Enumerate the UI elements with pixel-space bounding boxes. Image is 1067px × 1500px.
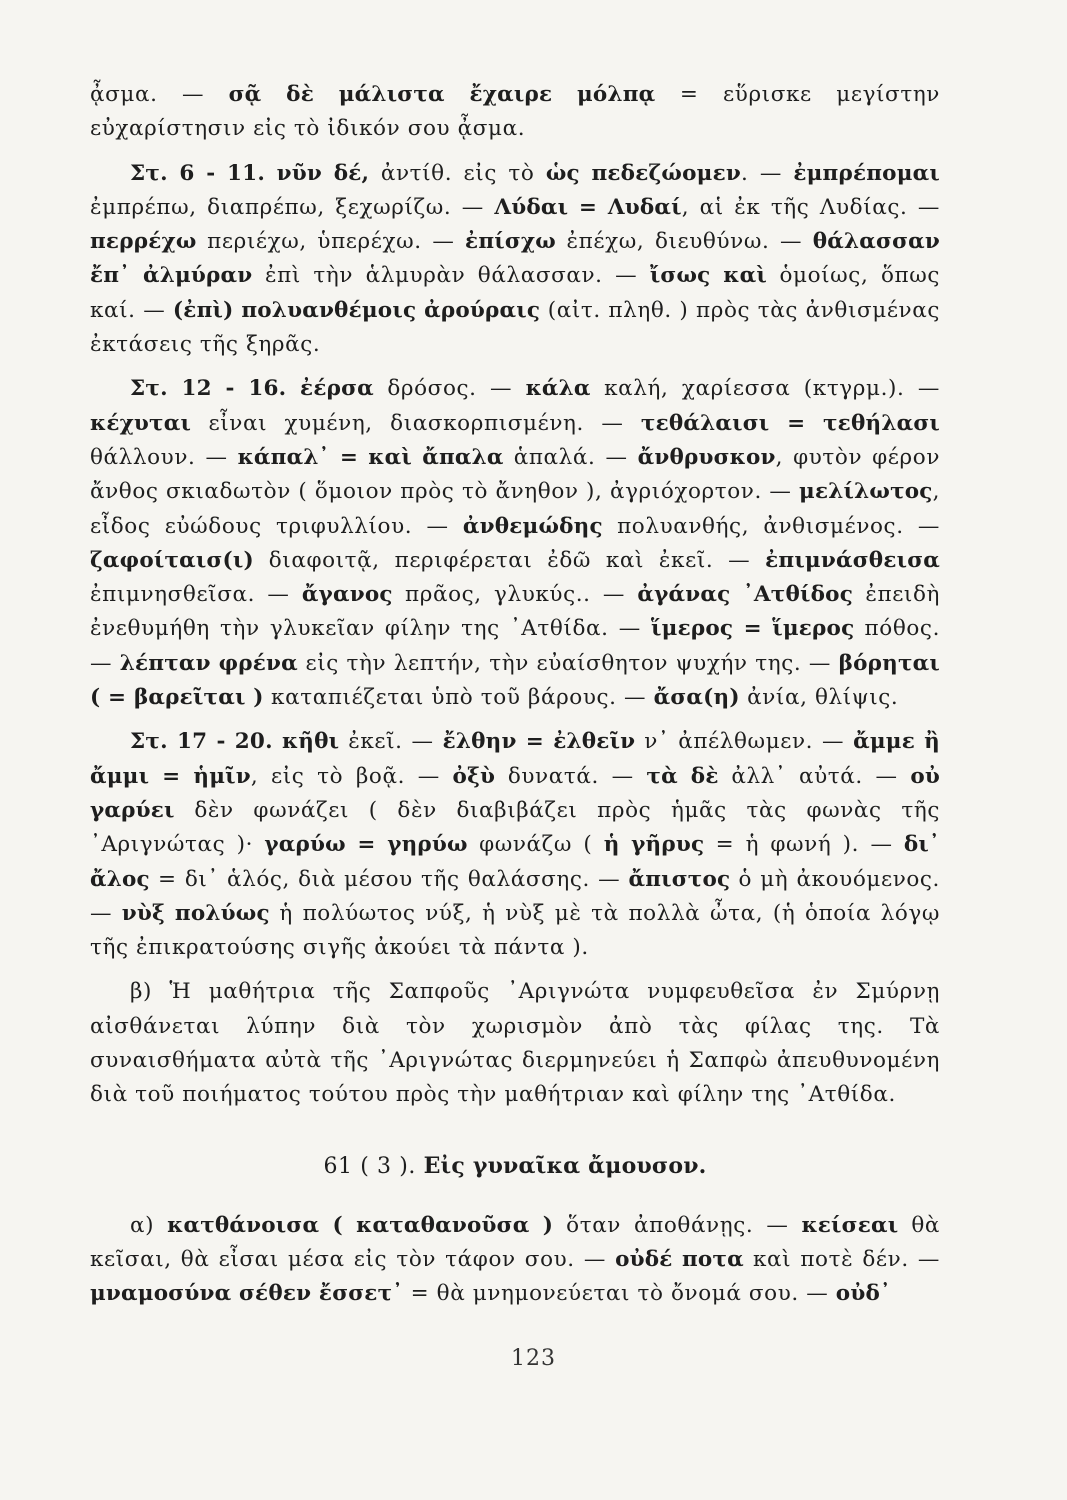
lemma-term: Στ. 6 - 11. νῦν δέ, xyxy=(130,160,381,186)
gloss-text: ἐπειδὴ ἐνεθυμήθη τὴν γλυκεῖαν φίλην της ᾿Ατθίδα. — xyxy=(90,582,940,642)
gloss-text: καὶ ποτὲ δέν. — xyxy=(743,1246,940,1272)
lemma-term: (ἐπὶ) πολυανθέμοις ἀρούραις xyxy=(172,297,541,323)
lemma-term: ἄσα(η) xyxy=(653,685,740,711)
paragraph xyxy=(90,1209,940,1312)
lemma-term: οὐδέ ποτα xyxy=(615,1246,744,1272)
lemma-term: ἵμερος = ἵμερος xyxy=(651,616,855,642)
lemma-term: ἀγάνας ᾿Ατθίδος xyxy=(637,582,853,608)
gloss-text: πρᾶος, γλυκύς.. — xyxy=(392,582,638,608)
lemma-term: ἄγανος xyxy=(301,582,393,608)
lemma-term: κατθάνοισα ( καταθανοῦσα ) xyxy=(167,1212,554,1238)
gloss-text: δὲν φωνάζει ( δὲν διαβιβάζει πρὸς ἡμᾶς τὰς φωνὰς τῆς ᾿Αριγνώτας )· xyxy=(90,797,940,858)
gloss-text: εἶναι χυμένη, διασκορπισμένη. — xyxy=(191,410,641,436)
lemma-term: ἄνθρυσκον xyxy=(637,444,776,470)
gloss-text: ὅταν ἀποθάνῃς. — xyxy=(553,1212,802,1238)
lemma-term: τὰ δὲ xyxy=(646,763,719,789)
gloss-text: ν᾽ ἀπέλθωμεν. — xyxy=(635,729,854,755)
gloss-text: ὁ μὴ ἀκουόμενος. — xyxy=(90,866,940,926)
paragraph xyxy=(90,78,940,147)
lemma-term: κέχυται xyxy=(90,410,192,436)
gloss-text: ἀλλ᾽ αὐτά. — xyxy=(718,763,911,789)
section-text xyxy=(90,1209,940,1312)
lemma-term: Στ. 12 - 16. ἐέρσα xyxy=(130,376,374,402)
gloss-text: . — xyxy=(740,160,794,186)
section-number: 61 ( 3 ). xyxy=(323,1153,416,1179)
gloss-text: εἰς τὴν λεπτήν, τὴν εὐαίσθητον ψυχήν της. — xyxy=(297,650,839,676)
lemma-term: γαρύω = γηρύω xyxy=(264,832,468,858)
gloss-text: = θὰ μνημονεύεται τὸ ὄνομά σου. — xyxy=(403,1281,836,1307)
lemma-term: θάλασσαν ἔπ᾽ ἀλμύραν xyxy=(90,229,940,289)
lemma-term: ζαφοίταισ(ι) xyxy=(90,547,254,573)
lemma-term: κάπαλ᾽ = καὶ ἄπαλα xyxy=(237,444,504,470)
lemma-term: τεθάλαισι = τεθήλασι xyxy=(640,410,940,436)
page-body xyxy=(90,78,940,1312)
gloss-text: ἐπὶ τὴν ἁλμυρὰν θάλασσαν. — xyxy=(252,263,650,289)
paragraph xyxy=(90,157,940,363)
gloss-text: ἡ πολύωτος νύξ, ἡ νὺξ μὲ τὰ πολλὰ ὦτα, (ἡ ὁποία λόγῳ τῆς ἐπικρατούσης σιγῆς ἀκούει τὰ πάντα ). xyxy=(90,900,940,961)
gloss-text: δυνατά. — xyxy=(495,763,647,789)
gloss-text: ἀνία, θλίψις. xyxy=(739,685,899,711)
paragraph xyxy=(90,725,940,965)
lemma-term: ἄμμε ἢ ἄμμι = ἡμῖν xyxy=(90,729,941,789)
gloss-text: πόθος. — xyxy=(90,616,940,676)
lemma-term: περρέχω xyxy=(90,229,197,255)
lemma-term: κείσεαι xyxy=(801,1212,899,1238)
gloss-text: ὁμοίως, ὅπως καί. — xyxy=(90,263,940,323)
gloss-text: φωνάζω ( xyxy=(467,832,604,858)
lemma-term: ἐπίσχω xyxy=(465,229,556,255)
gloss-text: θὰ κεῖσαι, θὰ εἶσαι μέσα εἰς τὸν τάφον σου. — xyxy=(90,1212,941,1272)
gloss-text: β) Ἡ μαθήτρια τῆς Σαπφοῦς ᾿Αριγνώτα νυμφευθεῖσα ἐν Σμύρνῃ αἰσθάνεται λύπην διὰ τὸν χωρισμὸν ἀπὸ τὰς φίλας της. Τὰ συναισθήματα αὐτὰ τῆς ᾿Αριγνώτας διερμηνεύει ἡ Σαπφὼ ἀπευθυνομένη διὰ τοῦ ποιήματος τούτου πρὸς τὴν μαθήτριαν καὶ φίλην της ᾿Ατθίδα. xyxy=(90,979,940,1108)
gloss-text: καλή, χαρίεσσα (κτγρμ.). — xyxy=(590,376,940,402)
lemma-term: ὡς πεδεζώομεν xyxy=(545,160,741,186)
lemma-term: ἐμπρέπομαι xyxy=(793,160,941,186)
lemma-term: ἔλθην = ἐλθεῖν xyxy=(442,729,636,755)
paragraph xyxy=(90,372,940,715)
lemma-term: ἡ γῆρυς xyxy=(603,832,705,858)
lemma-term: νὺξ πολύως xyxy=(121,900,270,926)
lemma-term: οὐ γαρύει xyxy=(90,763,940,823)
lemma-term: ἀνθεμώδης xyxy=(462,513,603,539)
page-number: 123 xyxy=(511,1346,556,1371)
lemma-term: Στ. 17 - 20. κῆθι xyxy=(130,729,340,755)
gloss-text: = ἡ φωνή ). — xyxy=(704,832,904,858)
gloss-text: ᾆσμα. — xyxy=(90,82,229,107)
lemma-term: ἴσως καὶ xyxy=(649,263,767,289)
gloss-text: ἁπαλά. — xyxy=(503,444,638,470)
gloss-text: ἐμπρέπω, διαπρέπω, ξεχωρίζω. — xyxy=(90,194,495,220)
lemma-term: ὀξὺ xyxy=(452,763,496,789)
gloss-text: ἐπέχω, διευθύνω. — xyxy=(555,229,813,255)
lemma-term: λέπταν φρένα xyxy=(119,650,298,676)
gloss-text: ἐπιμνησθεῖσα. — xyxy=(90,582,302,608)
gloss-text: (αἰτ. πληθ. ) πρὸς τὰς ἀνθισμένας ἐκτάσεις τῆς ξηρᾶς. xyxy=(90,297,940,358)
lemma-term: κάλα xyxy=(525,376,591,402)
gloss-text: θάλλουν. — xyxy=(90,444,238,470)
gloss-text: καταπιέζεται ὑπὸ τοῦ βάρους. — xyxy=(263,685,654,711)
section-heading xyxy=(90,1153,940,1179)
lemma-term: σᾷ δὲ μάλιστα ἔχαιρε μόλπᾳ xyxy=(228,82,656,107)
gloss-text: δρόσος. — xyxy=(373,376,526,402)
lemma-term: μναμοσύνα σέθεν ἔσσετ᾽ xyxy=(90,1281,404,1307)
gloss-text: = δι᾽ ἁλός, διὰ μέσου τῆς θαλάσσης. — xyxy=(149,866,629,892)
gloss-text: ἐκεῖ. — xyxy=(339,729,443,755)
gloss-text: α) xyxy=(130,1212,168,1238)
gloss-text: ἀντίθ. εἰς τὸ xyxy=(380,160,546,186)
lemma-term: ἄπιστος xyxy=(628,866,731,892)
gloss-text: , εἶδος εὐώδους τριφυλλίου. — xyxy=(90,479,940,539)
gloss-text: περιέχω, ὑπερέχω. — xyxy=(196,229,466,255)
gloss-text: = εὕρισκε μεγίστην εὐχαρίστησιν εἰς τὸ ἰδικόν σου ᾆσμα. xyxy=(90,82,940,142)
gloss-text: , φυτὸν φέρον ἄνθος σκιαδωτὸν ( ὅμοιον πρὸς τὸ ἄνηθον ), ἀγριόχορτον. — xyxy=(90,444,940,505)
gloss-text: διαφοιτᾷ, περιφέρεται ἐδῶ καὶ ἐκεῖ. — xyxy=(253,547,766,573)
lemma-term: ἐπιμνάσθεισα xyxy=(765,547,940,573)
paragraph xyxy=(90,975,940,1112)
gloss-text: , αἱ ἐκ τῆς Λυδίας. — xyxy=(681,194,940,220)
section-title: Εἰς γυναῖκα ἄμουσον. xyxy=(423,1152,707,1179)
gloss-text: πολυανθής, ἀνθισμένος. — xyxy=(602,513,941,539)
lemma-term: βόρηται ( = βαρεῖται ) xyxy=(90,650,940,711)
gloss-text: , εἰς τὸ βοᾷ. — xyxy=(250,763,453,789)
lemma-term: Λύδαι = Λυδαί xyxy=(494,194,682,220)
main-text xyxy=(90,78,940,1113)
lemma-term: μελίλωτος xyxy=(799,479,933,505)
lemma-term: δι᾽ ἄλος xyxy=(90,832,940,892)
lemma-term: οὐδ᾽ xyxy=(835,1281,891,1307)
